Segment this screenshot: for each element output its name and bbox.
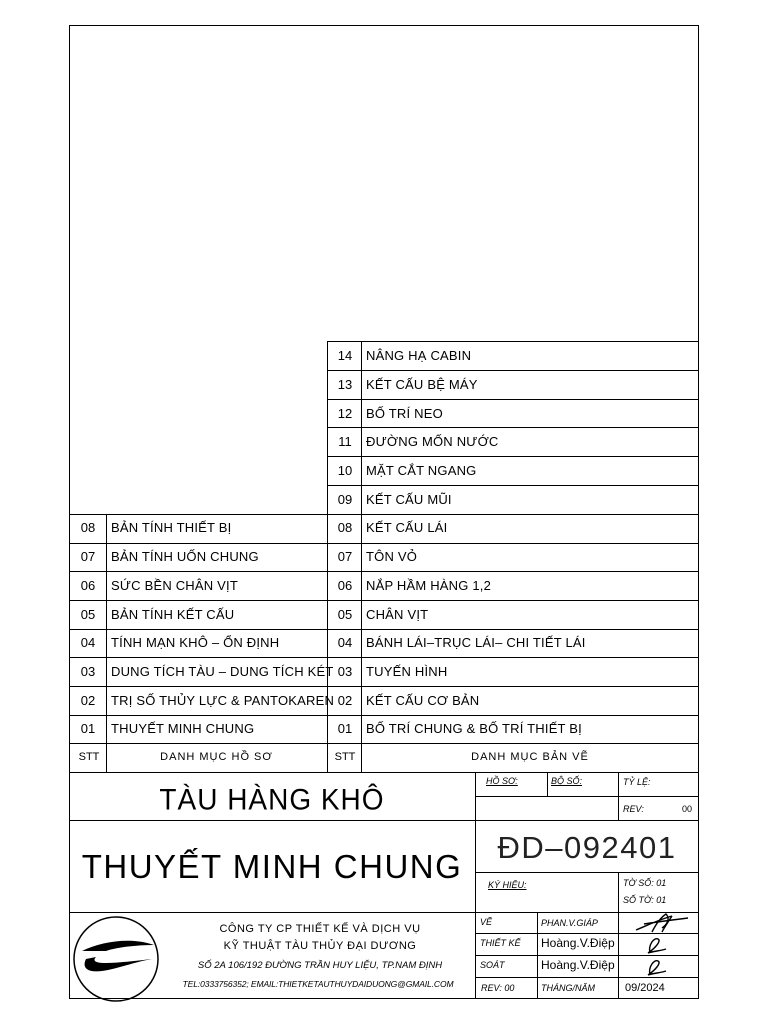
hoso-number: 04 (80, 635, 96, 651)
grid-line (547, 772, 548, 796)
hoso-label: BẢN TÍNH UỐN CHUNG (111, 549, 259, 565)
banve-number: 01 (337, 721, 353, 737)
stt-header-left: STT (78, 751, 100, 763)
company-contact: TEL:0333756352; EMAIL:THIETKETAUTHUYDAIDUONG@GMAIL.COM (182, 979, 454, 989)
banve-number: 02 (337, 692, 353, 708)
thang-nam-value: 09/2024 (625, 982, 665, 994)
ky-hieu-label: KÝ HIỆU: (488, 880, 527, 890)
rev-label: REV: (623, 804, 644, 814)
hoso-header: DANH MỤC HỒ SƠ (160, 751, 273, 763)
ho-so-label: HỒ SƠ: (486, 776, 518, 786)
document-title: THUYẾT MINH CHUNG (81, 848, 463, 885)
company-address: SỐ 2A 106/192 ĐƯỜNG TRẦN HUY LIỆU, TP.NAM ĐỊNH (197, 960, 443, 971)
grid-line (69, 772, 699, 773)
banve-number: 12 (337, 405, 353, 421)
grid-line (327, 399, 699, 400)
company-line1: CÔNG TY CP THIẾT KẾ VÀ DỊCH VỤ (219, 923, 421, 935)
so-to: SỐ TỜ: 01 (623, 895, 667, 905)
company-line2: KỸ THUẬT TÀU THỦY ĐẠI DƯƠNG (223, 940, 417, 952)
grid-line (618, 772, 619, 820)
banve-label: NÂNG HẠ CABIN (366, 348, 472, 364)
thiet-ke-name: Hoàng.V.Điệp (541, 936, 615, 950)
company-logo (72, 915, 160, 1003)
banve-label: TÔN VỎ (366, 549, 418, 565)
grid-line (327, 427, 699, 428)
ty-le-label: TỶ LỆ: (623, 777, 651, 787)
signature-soat (640, 955, 670, 979)
banve-number: 03 (337, 663, 353, 679)
banve-label: BỐ TRÍ CHUNG & BỐ TRÍ THIẾT BỊ (366, 721, 582, 737)
banve-label: CHÂN VỊT (366, 606, 429, 622)
grid-line (475, 796, 699, 797)
hoso-label: BẢN TÍNH KẾT CẤU (111, 606, 235, 622)
banve-label: KẾT CẤU LÁI (366, 520, 448, 536)
grid-line (361, 341, 362, 772)
banve-number: 09 (337, 491, 353, 507)
banve-label: NẮP HẦM HÀNG 1,2 (366, 577, 492, 593)
grid-line (475, 772, 476, 999)
rev-value: 00 (682, 804, 693, 814)
banve-number: 05 (337, 606, 353, 622)
thang-nam-label: THÁNG/NĂM (541, 983, 595, 993)
hoso-number: 07 (80, 549, 96, 565)
grid-line (69, 820, 699, 821)
hoso-label: BẢN TÍNH THIẾT BỊ (111, 520, 232, 536)
grid-line (69, 514, 699, 515)
drawing-code: ĐD–092401 (497, 830, 677, 865)
grid-line (69, 543, 699, 544)
bo-so-label: BỘ SỐ: (551, 776, 583, 786)
grid-line (537, 912, 538, 999)
grid-line (327, 341, 699, 342)
banve-number: 10 (337, 463, 353, 478)
grid-line (327, 485, 699, 486)
banve-number: 11 (338, 434, 352, 450)
banve-number: 14 (337, 348, 353, 364)
soat-label: SOÁT (480, 960, 505, 970)
hoso-label: THUYẾT MINH CHUNG (111, 721, 255, 737)
thiet-ke-label: THIẾT KẾ (480, 938, 521, 948)
ve-name: PHAN.V.GIÁP (541, 918, 598, 928)
grid-line (618, 872, 619, 912)
grid-line (327, 456, 699, 457)
hoso-number: 03 (80, 663, 96, 679)
grid-line (327, 370, 699, 371)
banve-label: KẾT CẤU BỆ MÁY (366, 376, 478, 392)
banve-number: 07 (337, 549, 353, 565)
grid-line (69, 657, 699, 658)
grid-line (69, 686, 699, 687)
hoso-number: 08 (80, 520, 96, 536)
hoso-number: 05 (80, 606, 96, 622)
to-so: TỜ SỐ: 01 (623, 878, 667, 888)
grid-line (69, 629, 699, 630)
hoso-number: 01 (80, 721, 96, 737)
hoso-number: 02 (80, 692, 96, 708)
banve-header: DANH MỤC BẢN VẼ (471, 751, 589, 763)
grid-line (106, 514, 107, 772)
grid-line (69, 912, 699, 913)
hoso-label: TRỊ SỐ THỦY LỰC & PANTOKAREN (111, 692, 335, 708)
project-title: TÀU HÀNG KHÔ (159, 783, 385, 816)
grid-line (69, 715, 699, 716)
hoso-number: 06 (80, 577, 96, 593)
soat-name: Hoàng.V.Điệp (541, 958, 615, 972)
grid-line (69, 743, 699, 744)
rev-bottom: REV: 00 (481, 983, 515, 993)
banve-number: 06 (337, 577, 353, 593)
grid-line (618, 912, 619, 999)
banve-label: KẾT CẤU CƠ BẢN (366, 692, 480, 708)
hoso-label: TÍNH MẠN KHÔ – ỔN ĐỊNH (111, 635, 280, 651)
stt-header-right: STT (334, 751, 356, 763)
banve-label: BỐ TRÍ NEO (366, 405, 443, 421)
banve-number: 08 (337, 520, 353, 536)
banve-number: 04 (337, 635, 353, 651)
hoso-label: DUNG TÍCH TÀU – DUNG TÍCH KÉT (111, 663, 334, 679)
banve-label: TUYẾN HÌNH (366, 663, 448, 679)
banve-label: BÁNH LÁI–TRỤC LÁI– CHI TIẾT LÁI (366, 635, 586, 651)
banve-label: MẶT CẮT NGANG (366, 463, 477, 478)
grid-line (475, 872, 699, 873)
hoso-label: SỨC BỀN CHÂN VỊT (111, 577, 238, 593)
banve-number: 13 (337, 376, 353, 392)
signature-thiet-ke (640, 933, 670, 957)
banve-label: ĐƯỜNG MỐN NƯỚC (366, 434, 499, 450)
ve-label: VẼ (480, 917, 493, 927)
grid-line (69, 571, 699, 572)
banve-label: KẾT CẤU MŨI (366, 491, 452, 507)
grid-line (69, 600, 699, 601)
